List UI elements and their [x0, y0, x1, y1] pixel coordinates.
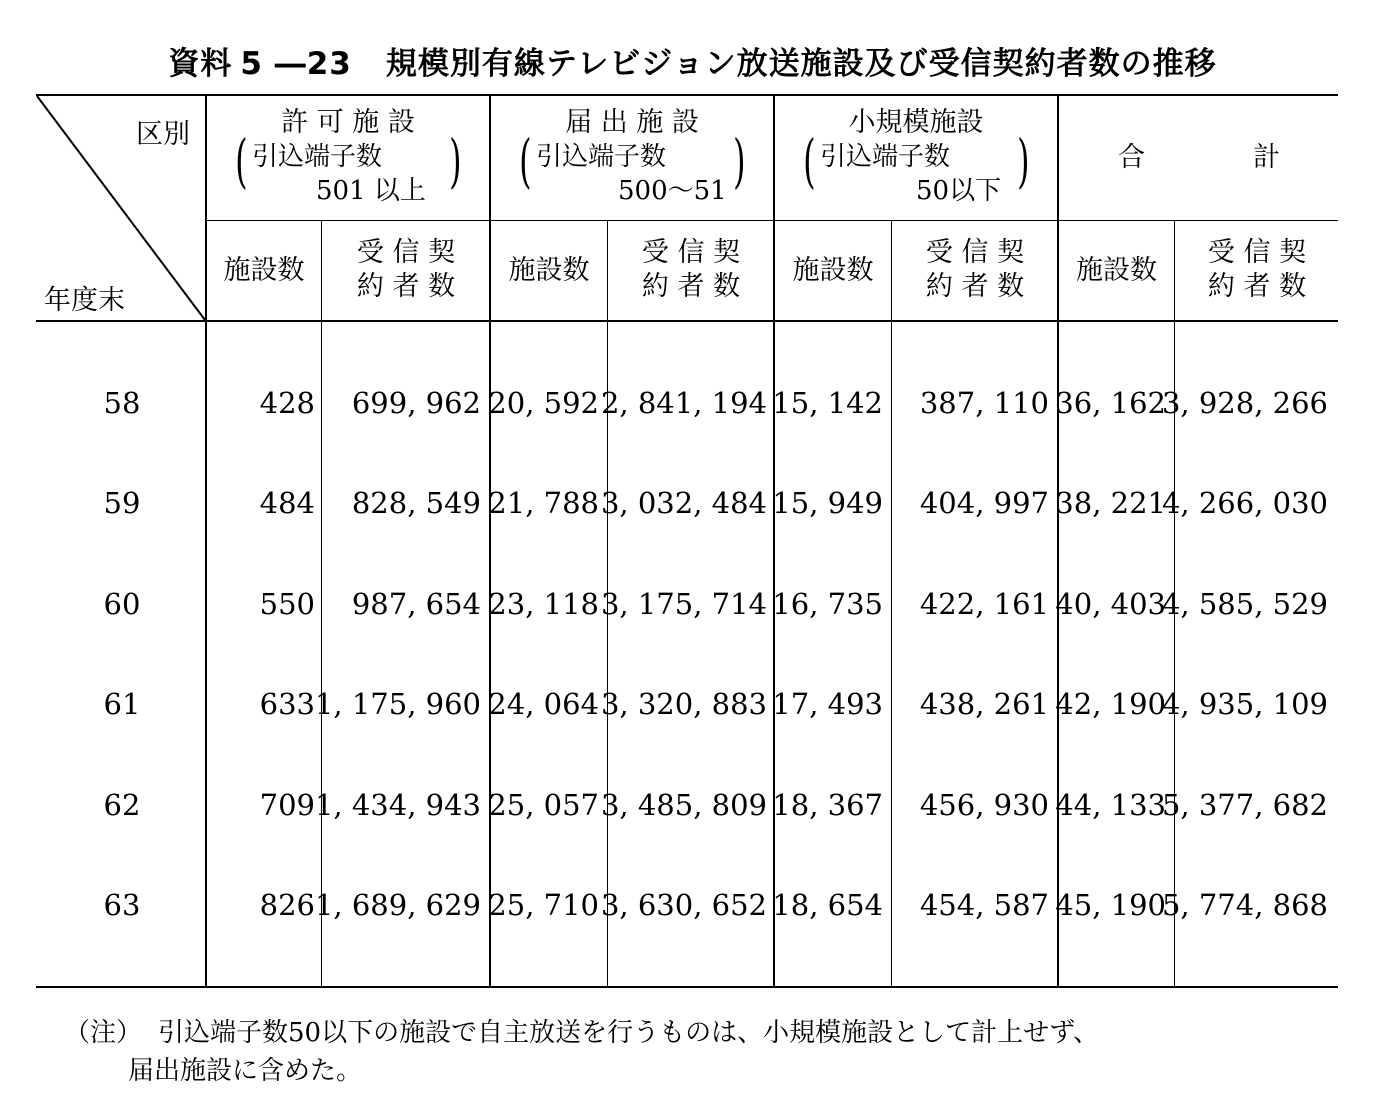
cell-facilities: 15, 949 — [772, 486, 883, 520]
cell-subscribers: 1, 434, 943 — [314, 788, 481, 822]
group-sub-notified-terminals: 引込端子数 — [536, 142, 667, 172]
cell-facilities: 18, 367 — [772, 788, 883, 822]
cell-subscribers: 456, 930 — [919, 788, 1049, 822]
group-sub-notified-range: 500～51 — [618, 176, 727, 206]
cell-facilities: 20, 592 — [488, 386, 599, 420]
cell-facilities: 42, 190 — [1055, 687, 1166, 721]
cell-facilities: 23, 118 — [488, 587, 599, 621]
row-year: 62 — [103, 788, 141, 822]
cell-facilities: 16, 735 — [772, 587, 883, 621]
cell-facilities: 38, 221 — [1055, 486, 1166, 520]
cell-subscribers: 438, 261 — [919, 687, 1049, 721]
subcol-subscribers-line2: 約 者 数 — [641, 271, 741, 302]
paren-open: ( — [803, 127, 816, 195]
cell-subscribers: 387, 110 — [919, 386, 1049, 420]
subcol-subscribers-line1: 受 信 契 — [1207, 237, 1307, 268]
cell-facilities: 40, 403 — [1055, 587, 1166, 621]
cell-facilities: 484 — [259, 486, 315, 520]
row-year: 58 — [103, 386, 141, 420]
subcol-subscribers-line1: 受 信 契 — [641, 237, 741, 268]
cell-subscribers: 1, 175, 960 — [314, 687, 481, 721]
group-header-licensed: 許 可 施 設 — [281, 107, 415, 138]
cell-subscribers: 4, 266, 030 — [1161, 486, 1328, 520]
row-year: 61 — [103, 687, 141, 721]
cell-subscribers: 422, 161 — [919, 587, 1049, 621]
subcol-facilities: 施設数 — [223, 255, 305, 286]
cell-subscribers: 4, 585, 529 — [1161, 587, 1328, 621]
group-header-notified: 届 出 施 設 — [565, 107, 699, 138]
paren-open: ( — [235, 127, 248, 195]
subcol-subscribers-line2: 約 者 数 — [356, 271, 456, 302]
subcol-facilities: 施設数 — [792, 255, 874, 286]
cell-subscribers: 3, 175, 714 — [600, 587, 767, 621]
cell-subscribers: 404, 997 — [919, 486, 1049, 520]
cell-facilities: 709 — [259, 788, 315, 822]
note-line-2: 届出施設に含めた。 — [128, 1056, 363, 1086]
cell-facilities: 633 — [259, 687, 315, 721]
subcol-subscribers-line2: 約 者 数 — [1207, 271, 1307, 302]
cell-subscribers: 699, 962 — [351, 386, 481, 420]
cell-subscribers: 3, 630, 652 — [600, 888, 767, 922]
row-year: 60 — [103, 587, 141, 621]
note-label: （注） — [64, 1018, 143, 1048]
subcol-subscribers-line1: 受 信 契 — [356, 237, 456, 268]
title-number: 5 ―23 — [240, 46, 352, 82]
subcol-facilities: 施設数 — [1076, 255, 1157, 286]
cell-subscribers: 5, 774, 868 — [1161, 888, 1328, 922]
paren-open: ( — [519, 127, 532, 195]
cell-facilities: 17, 493 — [772, 687, 883, 721]
paren-close: ) — [449, 127, 462, 195]
cell-subscribers: 3, 032, 484 — [600, 486, 767, 520]
cell-subscribers: 454, 587 — [919, 888, 1049, 922]
cell-subscribers: 828, 549 — [351, 486, 481, 520]
group-sub-licensed-range: 501 以上 — [316, 176, 426, 206]
cell-facilities: 44, 133 — [1055, 788, 1166, 822]
cell-facilities: 428 — [259, 386, 315, 420]
cell-subscribers: 2, 841, 194 — [600, 386, 767, 420]
cell-subscribers: 4, 935, 109 — [1161, 687, 1328, 721]
cell-facilities: 24, 064 — [488, 687, 599, 721]
subcol-facilities: 施設数 — [508, 255, 590, 286]
subcol-subscribers-line1: 受 信 契 — [925, 237, 1025, 268]
cell-facilities: 15, 142 — [772, 386, 883, 420]
cell-subscribers: 3, 485, 809 — [600, 788, 767, 822]
cell-subscribers: 3, 928, 266 — [1161, 386, 1328, 420]
subcol-subscribers-line2: 約 者 数 — [925, 271, 1025, 302]
title-prefix: 資料 — [168, 46, 233, 82]
cell-facilities: 826 — [259, 888, 315, 922]
cell-subscribers: 987, 654 — [351, 587, 481, 621]
cell-subscribers: 5, 377, 682 — [1161, 788, 1328, 822]
corner-category-label: 区別 — [136, 119, 190, 150]
note-line-1: 引込端子数50以下の施設で自主放送を行うものは、小規模施設として計上せず、 — [158, 1018, 1100, 1048]
group-sub-small-terminals: 引込端子数 — [820, 142, 951, 172]
cell-facilities: 21, 788 — [488, 486, 599, 520]
cell-facilities: 25, 057 — [488, 788, 599, 822]
group-sub-small-range: 50以下 — [916, 176, 1002, 206]
row-year: 63 — [103, 888, 141, 922]
cell-subscribers: 1, 689, 629 — [314, 888, 481, 922]
title-text: 規模別有線テレビジョン放送施設及び受信契約者数の推移 — [385, 46, 1217, 82]
cell-facilities: 36, 162 — [1055, 386, 1166, 420]
row-year: 59 — [103, 486, 141, 520]
cell-facilities: 550 — [259, 587, 315, 621]
corner-year-label: 年度末 — [44, 285, 125, 316]
cell-facilities: 18, 654 — [772, 888, 883, 922]
cell-facilities: 45, 190 — [1055, 888, 1166, 922]
cell-subscribers: 3, 320, 883 — [600, 687, 767, 721]
group-header-total: 合 計 — [1118, 142, 1280, 173]
group-header-small: 小規模施設 — [848, 107, 984, 138]
paren-close: ) — [733, 127, 746, 195]
group-sub-licensed-terminals: 引込端子数 — [252, 142, 383, 172]
cell-facilities: 25, 710 — [488, 888, 599, 922]
paren-close: ) — [1017, 127, 1030, 195]
